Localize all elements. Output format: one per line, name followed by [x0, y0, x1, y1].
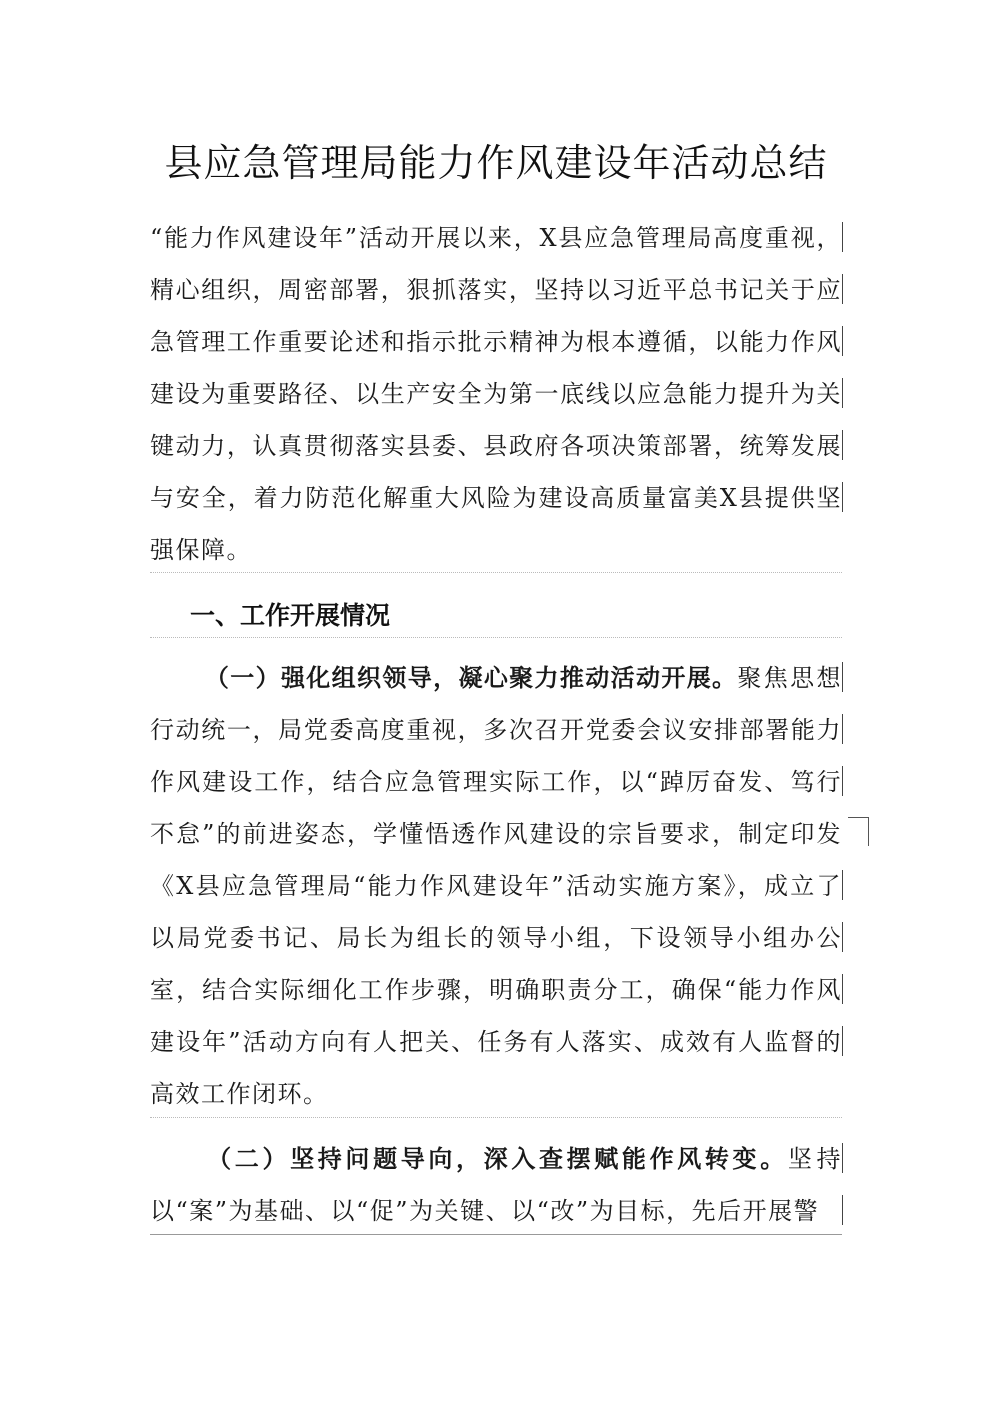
- subsection-2-paragraph: [150, 1133, 842, 1237]
- margin-bar: [842, 922, 843, 952]
- margin-corner-mark: [848, 817, 869, 846]
- margin-bar: [842, 662, 843, 692]
- subsection-2-heading: （二）坚持问题导向，深入查摆赋能作风转变。: [204, 1145, 788, 1173]
- margin-bar: [842, 1143, 843, 1173]
- margin-bar: [842, 274, 843, 304]
- margin-bar: [842, 482, 843, 512]
- document-title: 县应急管理局能力作风建设年活动总结: [164, 141, 828, 185]
- margin-bar: [842, 430, 843, 460]
- paragraph-divider: [150, 1117, 842, 1118]
- margin-bar: [842, 870, 843, 900]
- subsection-2-text: 坚持以“案”为基础、以“促”为关键、以“改”为目标，先后开展警: [150, 1145, 843, 1225]
- margin-bar: [842, 1195, 843, 1225]
- margin-bar: [842, 222, 843, 252]
- subsection-1-heading: （一）强化组织领导，凝心聚力推动活动开展。: [204, 664, 738, 692]
- intro-text: “能力作风建设年”活动开展以来，X县应急管理局高度重视，精心组织，周密部署，狠抓落实，坚持以习近平总书记关于应急管理工作重要论述和指示批示精神为根本遵循，以能力作风建设为重要路径、以生产安全为第一底线以应急能力提升为关键动力，认真贯彻落实县委、县政府各项决策部署，统筹发展与安全，着力防范化解重大风险为建设高质量富美X县提供坚强保障。: [150, 224, 842, 564]
- subsection-1-text: 聚焦思想行动统一，局党委高度重视，多次召开党委会议安排部署能力作风建设工作，结合应急管理实际工作，以“踔厉奋发、笃行不怠”的前进姿态，学懂悟透作风建设的宗旨要求，制定印发《X县应急管理局“能力作风建设年”活动实施方案》，成立了以局党委书记、局长为组长的领导小组，下设领导小组办公室，结合实际细化工作步骤，明确职责分工，确保“能力作风建设年”活动方向有人把关、任务有人落实、成效有人监督的高效工作闭环。: [150, 664, 843, 1108]
- section-heading: 一、工作开展情况: [190, 601, 391, 630]
- margin-bar: [842, 1026, 843, 1056]
- margin-bar: [842, 974, 843, 1004]
- margin-bar: [842, 766, 843, 796]
- page-bottom-rule: [150, 1234, 842, 1235]
- subsection-1-paragraph: [150, 652, 842, 1120]
- margin-bar: [842, 714, 843, 744]
- margin-bar: [842, 378, 843, 408]
- intro-paragraph: [150, 212, 842, 576]
- paragraph-divider: [150, 637, 842, 638]
- margin-bar: [842, 326, 843, 356]
- paragraph-divider: [150, 572, 842, 573]
